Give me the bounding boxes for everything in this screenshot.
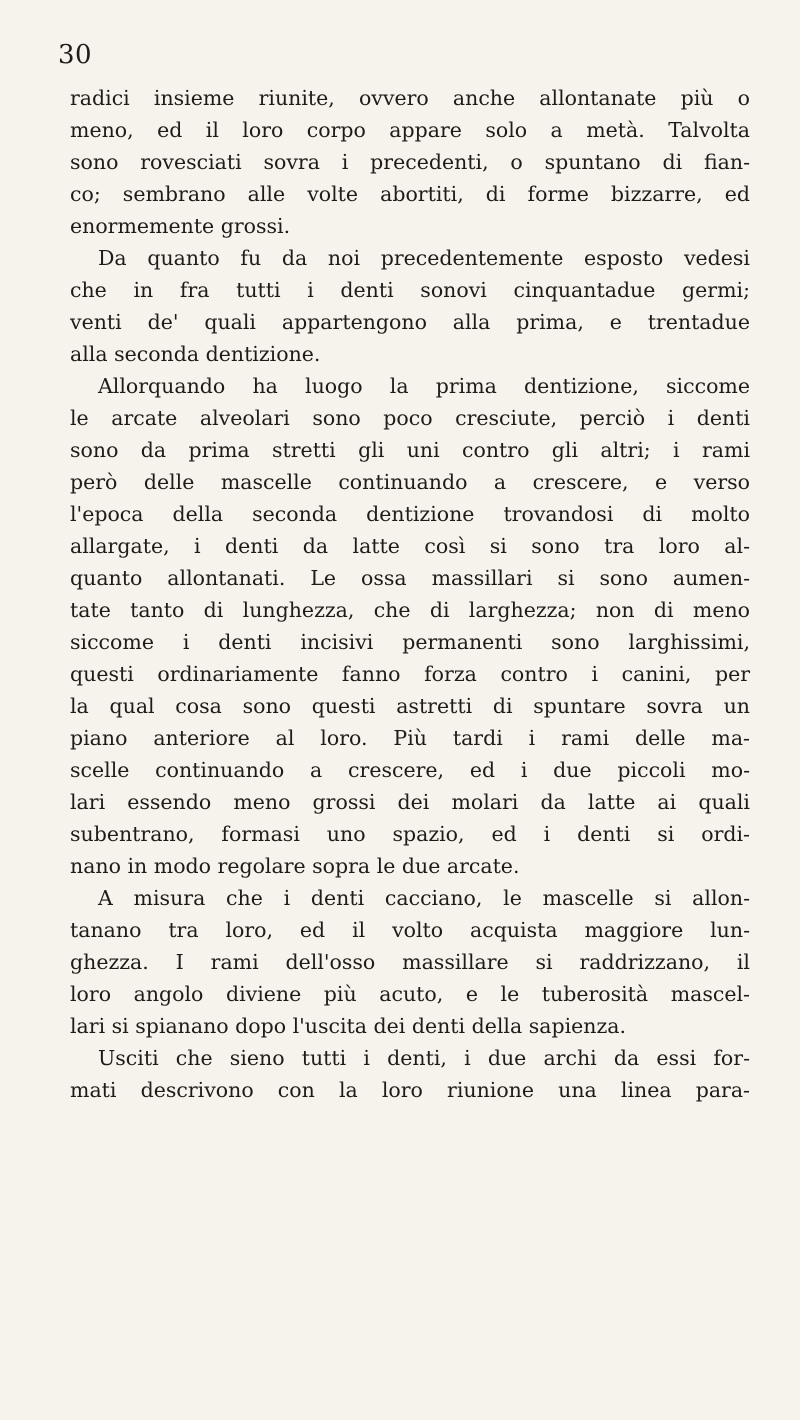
text-line: meno, ed il loro corpo appare solo a metà. Talvolta <box>70 118 750 142</box>
text-line: siccome i denti incisivi permanenti sono larghissimi, <box>70 630 750 654</box>
text-line: enormemente grossi. <box>70 214 291 238</box>
paragraph <box>70 1042 750 1106</box>
text-line: la qual cosa sono questi astretti di spuntare sovra un <box>70 694 750 718</box>
text-line: sono da prima stretti gli uni contro gli altri; i rami <box>70 438 750 462</box>
paragraph <box>70 370 750 882</box>
text-line: sono rovesciati sovra i precedenti, o spuntano di fian- <box>70 150 750 174</box>
text-line: A misura che i denti cacciano, le mascelle si allon- <box>98 886 750 910</box>
paragraph <box>70 242 750 370</box>
text-line: venti de' quali appartengono alla prima, e trentadue <box>70 310 750 334</box>
text-line: ghezza. I rami dell'osso massillare si raddrizzano, il <box>70 950 750 974</box>
text-line: scelle continuando a crescere, ed i due piccoli mo- <box>70 758 750 782</box>
text-line: che in fra tutti i denti sonovi cinquantadue germi; <box>70 278 750 302</box>
body-text <box>70 82 750 1106</box>
text-line: questi ordinariamente fanno forza contro i canini, per <box>70 662 750 686</box>
text-line: subentrano, formasi uno spazio, ed i denti si ordi- <box>70 822 750 846</box>
text-line: mati descrivono con la loro riunione una linea para- <box>70 1078 750 1102</box>
page-number: 30 <box>58 40 93 70</box>
text-line: le arcate alveolari sono poco cresciute, perciò i denti <box>70 406 750 430</box>
text-line: quanto allontanati. Le ossa massillari si sono aumen- <box>70 566 750 590</box>
text-line: però delle mascelle continuando a crescere, e verso <box>70 470 750 494</box>
paragraph <box>70 82 750 242</box>
text-line: alla seconda dentizione. <box>70 342 321 366</box>
text-line: nano in modo regolare sopra le due arcate. <box>70 854 520 878</box>
text-line: Da quanto fu da noi precedentemente esposto vedesi <box>98 246 750 270</box>
text-line: Allorquando ha luogo la prima dentizione, siccome <box>98 374 750 398</box>
text-line: Usciti che sieno tutti i denti, i due archi da essi for- <box>98 1046 750 1070</box>
text-line: co; sembrano alle volte abortiti, di forme bizzarre, ed <box>70 182 750 206</box>
text-line: l'epoca della seconda dentizione trovandosi di molto <box>70 502 750 526</box>
text-line: radici insieme riunite, ovvero anche allontanate più o <box>70 86 750 110</box>
text-line: allargate, i denti da latte così si sono tra loro al- <box>70 534 750 558</box>
text-line: piano anteriore al loro. Più tardi i rami delle ma- <box>70 726 750 750</box>
text-line: tanano tra loro, ed il volto acquista maggiore lun- <box>70 918 750 942</box>
text-line: loro angolo diviene più acuto, e le tuberosità mascel- <box>70 982 750 1006</box>
text-line: lari si spianano dopo l'uscita dei denti della sapienza. <box>70 1014 627 1038</box>
paragraph <box>70 882 750 1042</box>
text-line: tate tanto di lunghezza, che di larghezza; non di meno <box>70 598 750 622</box>
text-line: lari essendo meno grossi dei molari da latte ai quali <box>70 790 750 814</box>
